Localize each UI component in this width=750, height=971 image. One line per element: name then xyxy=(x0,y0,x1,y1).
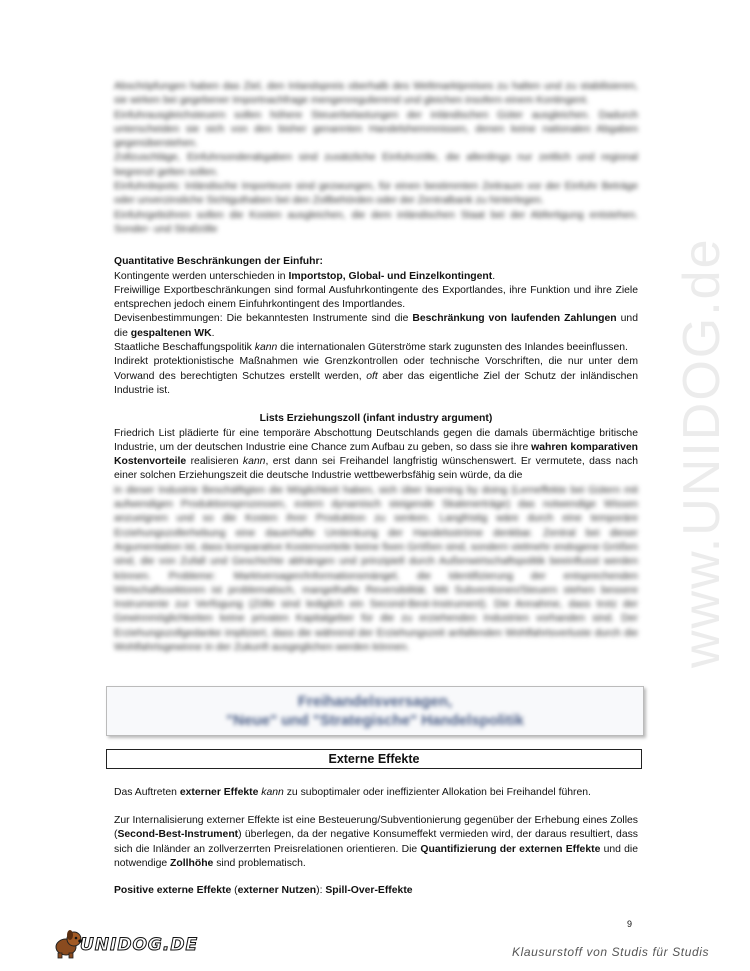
section-banner xyxy=(106,686,644,736)
footer-slogan: Klausurstoff von Studis für Studis xyxy=(512,945,710,959)
logo-text: UNIDOG.DE xyxy=(80,935,199,955)
page-number: 9 xyxy=(627,919,633,929)
watermark: www.UNIDOG.de xyxy=(673,237,731,668)
blurred-paragraph: Einfuhrausgleichsteuern sollen höhere Steuerbelastungen der inländischen Güter ausgleichen. Dadurch unterscheiden sie sich von den bisher genannten Handelshemmnissen, denen keine nationalen Abgaben gegenüberstehen. xyxy=(114,109,638,150)
externe-paragraph-2: Zur Internalisierung externer Effekte ist eine Besteuerung/Subventionierung gegenüber der Erhebung eines Zolles (Second-Best-Instrument) überlegen, da der negative Konsumeffekt vermieden wird, der daraus resultiert, dass sich die Inländer an zollverzerrten Preisrelationen orientieren. Die Quantifizierung der externen Effekte und die notwendige Zollhöhe sind problematisch. xyxy=(114,815,638,869)
externe-paragraph-3: Positive externe Effekte (externer Nutzen): Spill-Over-Effekte xyxy=(114,885,413,896)
unidog-logo xyxy=(52,929,199,959)
externe-paragraph-1: Das Auftreten externer Effekte kann zu suboptimaler oder ineffizienter Allokation bei Freihandel führen. xyxy=(114,787,591,798)
list-paragraph: Friedrich List plädierte für eine temporäre Abschottung Deutschlands gegen die damals übermächtige britische Industrie, um der deutschen Industrie eine Chance zum Aufbau zu geben, so dass sie ihre wahren komparativen Kostenvorteile realisieren kann, erst dann sei Freihandel langfristig wünschenswert. Er vermutete, dass nach einer solchen Erziehungszeit die deutsche Industrie wettbewerbsfähig sein würde, da die xyxy=(114,427,638,482)
banner-line-1: Freihandelsversagen, xyxy=(297,693,453,710)
blurred-paragraph: Zollzuschläge, Einfuhrsonderabgaben sind zusätzliche Einfuhrzölle, die allerdings nur zeitlich und regional begrenzt gelten sollen. xyxy=(114,152,638,178)
quantitative-paragraph-3: Devisenbestimmungen: Die bekanntesten Instrumente sind die Beschränkung von laufenden Zahlungen und die gespaltenen WK. xyxy=(114,313,638,339)
section-title: Externe Effekte xyxy=(106,749,642,769)
blurred-paragraph: Einfuhrgebühren sollen die Kosten ausgleichen, die dem inländischen Staat bei der Abfertigung entstehen. Sonder- und Strafzölle xyxy=(114,209,638,235)
quantitative-paragraph-2: Freiwillige Exportbeschränkungen sind formal Ausfuhrkontingente des Exportlandes, ihre Funktion und ihre Ziele entsprechen jedoch einem Einfuhrkontingent des Importlandes. xyxy=(114,284,638,311)
quantitative-paragraph-5: Indirekt protektionistische Maßnahmen wie Grenzkontrollen oder technische Vorschriften, die nur unter dem Vorwand des berechtigten Schutzes erstellt werden, oft aber das eigentliche Ziel der Schutz der inländischen Industrie ist. xyxy=(114,356,638,396)
quantitative-heading: Quantitative Beschränkungen der Einfuhr: xyxy=(114,256,323,268)
blurred-paragraph: Abschöpfungen haben das Ziel, den Inlandspreis oberhalb des Weltmarktpreises zu halten und zu stabilisieren, sie wirken bei gegebener Importnachfrage mengenregulierend und gleichen insofern einem Kontingent. xyxy=(114,81,638,107)
list-heading: Lists Erziehungszoll (infant industry argument) xyxy=(259,413,493,425)
banner-line-2: "Neue" und "Strategische" Handelspolitik xyxy=(226,712,524,729)
blurred-paragraph: Einfuhrdepots: Inländische Importeure sind gezwungen, für einen bestimmten Zeitraum vor der Einfuhr Beträge oder unverzinsliche Sichtguthaben bei den Zollbehörden oder der Zentralbank zu hinterlegen. xyxy=(114,181,638,207)
quantitative-paragraph-4: Staatliche Beschaffungspolitik kann die internationalen Güterströme stark zugunsten des Inlandes beeinflussen. xyxy=(114,342,628,354)
blurred-paragraphs xyxy=(114,80,638,237)
quantitative-paragraph-1: Kontingente werden unterschieden in Importstop, Global- und Einzelkontingent. xyxy=(114,270,496,282)
upper-content xyxy=(114,80,638,655)
blurred-paragraph: in dieser Industrie Beschäftigten die Möglichkeit haben, sich über learning by doing (Lerneffekte bei Gütern mit aufwendigen Produktionsprozessen, extern dynamisch steigende Skalenerträge) das notwendige Wissen anzueignen und so die Kosten ihrer Produktion zu senken. Langfristig wäre durch eine temporäre Erziehungszollerhebung eine dauerhafte Umlenkung der Handelsströme denkbar. Zentral bei dieser Argumentation ist, dass komparative Kostenvorteile keine fixen Größen sind, sondern vielmehr endogene Größen sind, die von Zufall und Geschichte abhängen und prinzipiell durch Außenwirtschaftspolitik beeinflusst werden können. Probleme: Marktversagen/Informationsmängel, die Identifizierung der entsprechenden Wirtschaftssektoren ist problematisch, mangelhafte Reversibilität. Mit Subventionen/Steuern stehen bessere Instrumente zur Verfügung (Zölle sind lediglich ein Second-Best-Instrument). Die Annahme, dass trotz der Gewinnmöglichkeiten keine privaten Kapitalgeber für die zu erziehenden Industrien vorhanden sind. Der Erziehungszollgedanke impliziert, dass die während der Erziehungszeit anfallenden Wohlfahrtsverluste durch die Wohlfahrtsgewinne in der Zukunft ausgeglichen werden können. xyxy=(114,484,638,653)
